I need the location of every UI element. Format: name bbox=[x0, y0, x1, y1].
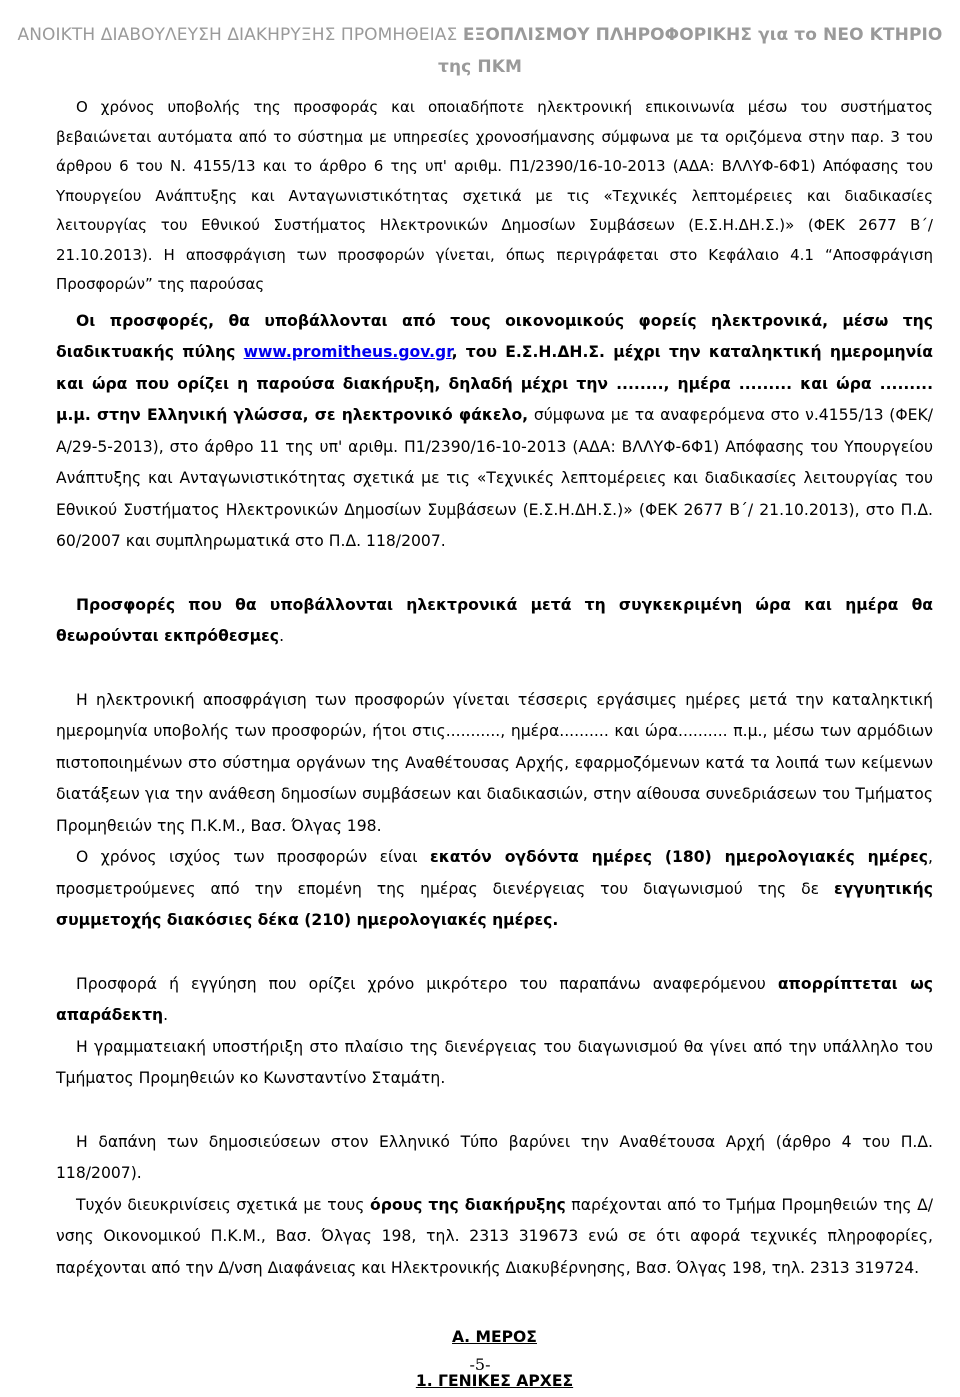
paragraph-electronic-submission bbox=[56, 306, 933, 558]
paragraph-late-offers bbox=[56, 590, 933, 653]
paragraph-validity bbox=[56, 842, 933, 937]
guarantee-days-bold: εγγυητικής συμμετοχής διακόσιες δέκα (210) ημερολογιακές ημέρες. bbox=[56, 879, 933, 929]
page-number: -5- bbox=[469, 1355, 491, 1374]
clarifications-text-2: παρέχονται από το Τμήμα Προμηθειών της Δ/νσης Οικονομικού Π.Κ.Μ., Βασ. Όλγας 198, τηλ. 2313 319673 ενώ σε ότι αφορά τεχνικές πληροφορίες, παρέχονται από την Δ/νση Διαφάνειας και Ηλεκτρονικής Διακυβέρνησης, Βασ. Όλγας 198, τηλ. 2313 319724. bbox=[56, 1195, 933, 1277]
late-offers-tail: . bbox=[279, 627, 285, 645]
clarifications-bold: όρους της διακήρυξης bbox=[370, 1195, 566, 1214]
validity-text-1: Ο χρόνος ισχύος των προσφορών είναι bbox=[76, 848, 431, 866]
clarifications-text-1: Τυχόν διευκρινίσεις σχετικά με τους bbox=[76, 1195, 370, 1214]
paragraph-clarifications bbox=[56, 1190, 933, 1285]
paragraph-unsealing: Η ηλεκτρονική αποσφράγιση των προσφορών γίνεται τέσσερις εργάσιμες ημέρες μετά την καταληκτική ημερομηνία υποβολής των προσφορών, ήτοι στις..........., ημέρα.......... και ώρα.......... π.μ., μέσω των αρμόδιων πιστοποιημένων στο σύστημα οργάνων της Αναθέτουσας Αρχής, εφαρμοζόμενων κατά τα λοιπά των κείμενων διατάξεων για την ανάθεση δημοσίων συμβάσεων και διαδικασιών, στην αίθουσα συνεδριάσεων του Τμήματος Προμηθειών της Π.Κ.Μ., Βασ. Όλγας 198. bbox=[56, 690, 933, 835]
submission-legal-text: σύμφωνα με τα αναφερόμενα στο ν.4155/13 (ΦΕΚ/Α/29-5-2013), στο άρθρο 11 της υπ' αριθμ. Π1/2390/16-10-2013 (ΑΔΑ: ΒΛΛΥΦ-6Φ1) Απόφασης του Υπουργείου Ανάπτυξης και Ανταγωνιστικότητας σχετικά με τις «Τεχνικές λεπτομέρειες και διαδικασίες λειτουργίας του Εθνικού Συστήματος Ηλεκτρονικών Δημοσίων Συμβάσεων (Ε.Σ.Η.ΔΗ.Σ.)» (ΦΕΚ 2677 Β΄/ 21.10.2013), στο Π.Δ. 60/2007 και συμπληρωματικά στο Π.Δ. 118/2007. bbox=[56, 406, 933, 550]
rejection-bold: απορρίπτεται ως απαράδεκτη bbox=[56, 974, 933, 1024]
late-offers-bold-text: Προσφορές που θα υποβάλλονται ηλεκτρονικά μετά τη συγκεκριμένη ώρα και ημέρα θα θεωρούνται εκπρόθεσμες bbox=[56, 595, 933, 645]
validity-text-2: , προσμετρούμενες από την επομένη της ημέρας διενέργειας του διαγωνισμού της δε bbox=[56, 848, 933, 898]
submission-deadline-text: , του Ε.Σ.Η.ΔΗ.Σ. μέχρι την καταληκτική ημερομηνία και ώρα που ορίζει η παρούσα διακήρυξη, δηλαδή μέχρι την ........, ημέρα ......... και ώρα ......... μ.μ. στην Ελληνική γλώσσα, σε ηλεκτρονικό φάκελο, bbox=[56, 343, 933, 424]
section-title: Α. ΜΕΡΟΣ bbox=[452, 1328, 537, 1346]
subsection-title: 1. ΓΕΝΙΚΕΣ ΑΡΧΕΣ bbox=[415, 1371, 574, 1390]
page-header bbox=[0, 0, 960, 83]
rejection-text-1: Προσφορά ή εγγύηση που ορίζει χρόνο μικρότερο του παραπάνω αναφερόμενου bbox=[76, 974, 778, 993]
validity-days-bold: εκατόν ογδόντα ημέρες (180) ημερολογιακές ημέρες bbox=[430, 848, 929, 866]
promitheus-link[interactable]: www.promitheus.gov.gr bbox=[243, 343, 452, 361]
paragraph-secretarial-support: Η γραμματειακή υποστήριξη στο πλαίσιο της διενέργειας του διαγωνισμού θα γίνει από την υπάλληλο του Τμήματος Προμηθειών κο Κωνσταντίνο Σταμάτη. bbox=[56, 1037, 933, 1087]
header-text-bold: ΕΞΟΠΛΙΣΜΟΥ ΠΛΗΡΟΦΟΡΙΚΗΣ για το ΝΕΟ ΚΤΗΡΙΟ της ΠΚΜ bbox=[438, 25, 943, 77]
paragraph-publication-costs: Η δαπάνη των δημοσιεύσεων στον Ελληνικό Τύπο βαρύνει την Αναθέτουσα Αρχή (άρθρο 4 του Π.Δ. 118/2007). bbox=[56, 1132, 933, 1182]
header-text-normal: ΑΝΟΙΚΤΗ ΔΙΑΒΟΥΛΕΥΣΗ ΔΙΑΚΗΡΥΞΗΣ ΠΡΟΜΗΘΕΙΑΣ bbox=[17, 25, 458, 45]
paragraph-submission-time: Ο χρόνος υποβολής της προσφοράς και οποιαδήποτε ηλεκτρονική επικοινωνία μέσω του συστήματος βεβαιώνεται αυτόματα από το σύστημα με υπηρεσίες χρονοσήμανσης σύμφωνα με τα οριζόμενα στην παρ. 3 του άρθρου 6 του Ν. 4155/13 και το άρθρο 6 της υπ' αριθμ. Π1/2390/16-10-2013 (ΑΔΑ: ΒΛΛΥΦ-6Φ1) Απόφασης του Υπουργείου Ανάπτυξης και Ανταγωνιστικότητας σχετικά με τις «Τεχνικές λεπτομέρειες και διαδικασίες λειτουργίας του Εθνικού Συστήματος Ηλεκτρονικών Δημοσίων Συμβάσεων (Ε.Σ.Η.ΔΗ.Σ.)» (ΦΕΚ 2677 Β΄/ 21.10.2013). Η αποσφράγιση των προσφορών γίνεται, όπως περιγράφεται στο Κεφάλαιο 4.1 “Αποσφράγιση Προσφορών” της παρούσας bbox=[56, 98, 933, 293]
rejection-tail: . bbox=[163, 1006, 169, 1024]
paragraph-rejection bbox=[56, 969, 933, 1032]
document-body bbox=[56, 93, 933, 1397]
submission-bold-text: Οι προσφορές, θα υποβάλλονται από τους οικονομικούς φορείς ηλεκτρονικά, μέσω της διαδικτυακής πύλης bbox=[56, 311, 933, 361]
